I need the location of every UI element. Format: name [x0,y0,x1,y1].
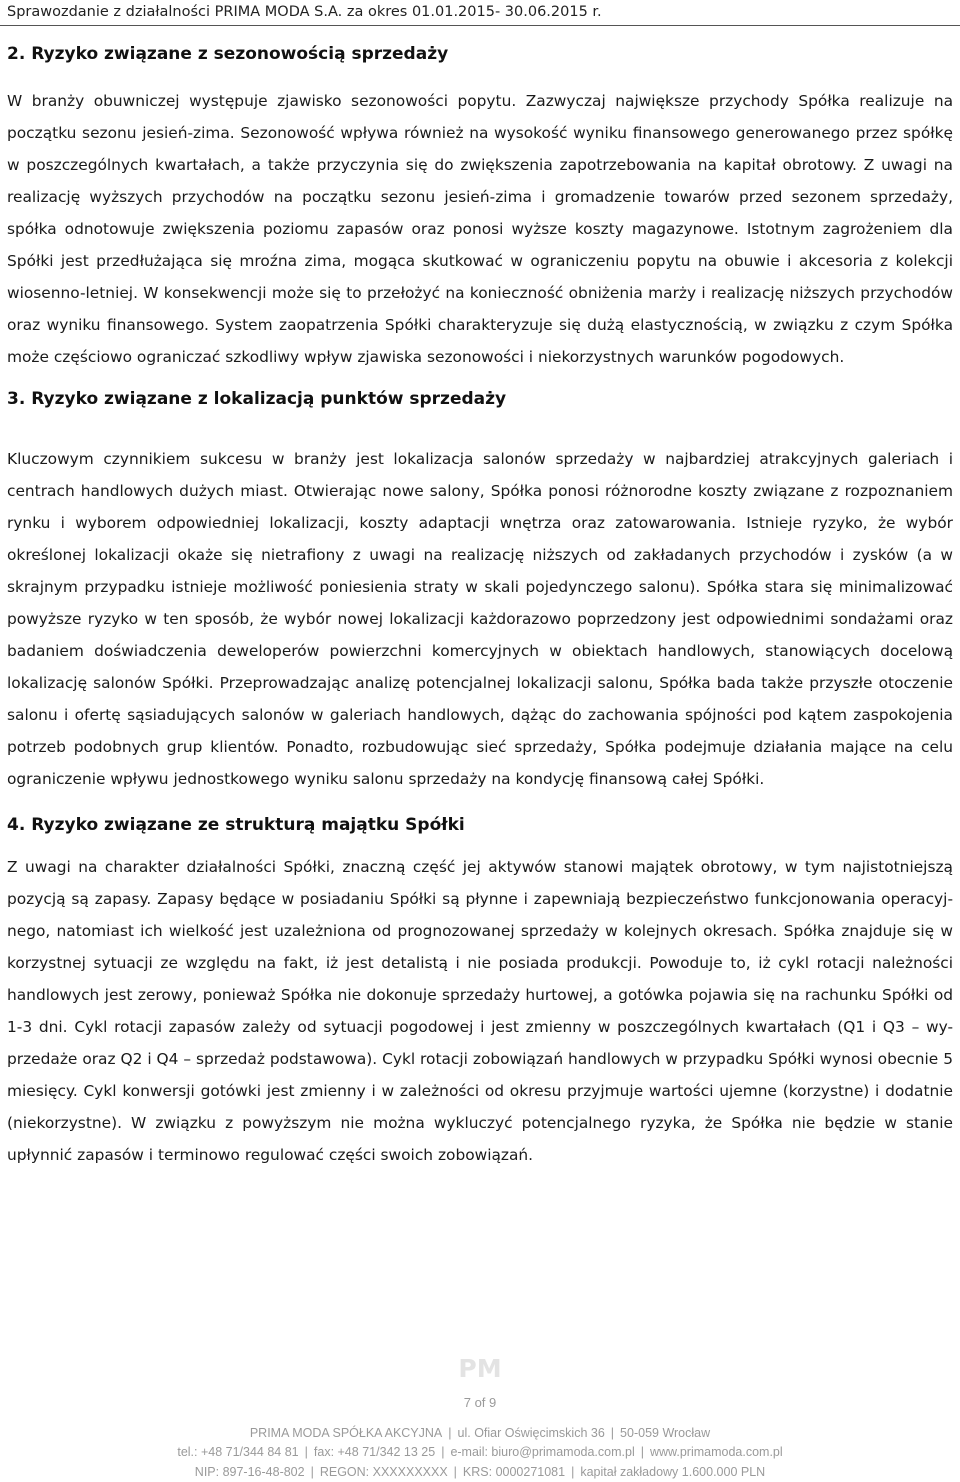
section-asset-structure-risk [7,811,953,1171]
company-nip: NIP: 897-16-48-802 [194,1465,305,1479]
running-header [0,0,960,26]
company-logo-icon [449,1355,511,1381]
company-capital: kapitał zakładowy 1.600.000 PLN [580,1465,766,1479]
section-seasonality-risk [7,40,953,373]
document-body [7,40,953,1171]
section-heading: 4. Ryzyko związane ze strukturą majątku Spółki [7,815,465,835]
footer-logo [0,1355,960,1386]
company-email: e-mail: biuro@primamoda.com.pl [450,1445,635,1459]
section-location-risk [7,385,953,795]
section-paragraph: Kluczowym czynnikiem sukcesu w branży jest lokalizacja salonów sprzedaży w najbardziej atrakcyjnych galeriach i centrach handlowych dużych miast. Otwierając nowe salony, Spółka ponosi różnorodne koszty związane z rozpoznaniem rynku i wyborem odpowiedniej lokalizacji, koszty adaptacji wnętrza oraz zatowarowania. Istnieje ryzyko, że wybór określonej lokalizacji okaże się nietrafiony z uwagi na realizację niższych od zakładanych przychodów i zysków (a w skrajnym przypadku istnieje możliwość poniesienia straty w skali pojedynczego salonu). Spółka stara się minimalizować powyższe ryzyko w ten sposób, że wybór nowej lokalizacji każdorazowo poprzedzony jest odpowiednimi sondażami oraz badaniem doświadczenia deweloperów powierzchni komercyjnych w obiektach handlowych, stanowiących docelową lokalizację salonów Spółki. Przeprowadzając analizę potencjalnej lokalizacji salonu, Spółka bada także przyszłe otoczenie salonu i ofertę sąsiadujących salonów w galeriach handlowych, dążąc do zachowania spójności pod kątem zaspokojenia potrzeb podobnych grup klientów. Ponadto, rozbudowując sieć sprzedaży, Spółka podejmuje działania mające na celu ograniczenie wpływu jednostkowego wyniku salonu sprzedaży na kondycję finansową całej Spółki. [7,450,953,788]
company-postal-city: 50-059 Wrocław [620,1426,711,1440]
footer-company-line: PRIMA MODA SPÓŁKA AKCYJNA | ul. Ofiar Oświęcimskich 36 | 50-059 Wrocław [249,1426,711,1440]
section-heading: 2. Ryzyko związane z sezonowością sprzedaży [7,44,449,64]
company-regon: REGON: XXXXXXXXX [319,1465,448,1479]
svg-text:PM: PM [458,1355,502,1381]
company-tel: tel.: +48 71/344 84 81 [177,1445,299,1459]
company-website: www.primamoda.com.pl [649,1445,783,1459]
footer-registry-line: NIP: 897-16-48-802 | REGON: XXXXXXXXX | KRS: 0000271081 | kapitał zakładowy 1.600.000 PLN [194,1465,766,1479]
header-title: Sprawozdanie z działalności PRIMA MODA S.A. za okres 01.01.2015- 30.06.2015 r. [7,4,602,20]
footer-contact-line: tel.: +48 71/344 84 81 | fax: +48 71/342 13 25 | e-mail: biuro@primamoda.com.pl | www.primamoda.com.pl [177,1445,783,1459]
section-paragraph: Z uwagi na charakter działalności Spółki, znaczną część jej aktywów stanowi majątek obrotowy, w tym najistotniejszą pozycją są zapasy. Zapasy będące w posiadaniu Spółki są płynne i zapewniają bezpieczeństwo funkcjonowania operacyj-nego, natomiast ich wielkość jest uzależniona od prognozowanej sprzedaży w kolejnych okresach. Spółka znajduje się w korzystnej sytuacji ze względu na fakt, iż jest detalistą i nie posiada produkcji. Powoduje to, iż cykl rotacji należności handlowych jest zerowy, ponieważ Spółka nie dokonuje sprzedaży hurtowej, a gotówka pojawia się na rachunku Spółki od 1-3 dni. Cykl rotacji zapasów zależy od sytuacji pogodowej i jest zmienny w poszczególnych kwartałach (Q1 i Q3 – wy-przedaże oraz Q2 i Q4 – sprzedaż podstawowa). Cykl rotacji zobowiązań handlowych w przypadku Spółki wynosi obecnie 5 miesięcy. Cykl konwersji gotówki jest zmienny i w zależności od okresu przyjmuje wartości ujemne (korzystne) i dodatnie (niekorzystne). W związku z powyższym nie można wykluczyć potencjalnego ryzyka, że Spółka nie będzie w stanie upłynnić zapasów i terminowo regulować części swoich zobowiązań. [7,858,953,1164]
section-paragraph: W branży obuwniczej występuje zjawisko sezonowości popytu. Zazwyczaj największe przychody Spółka realizuje na początku sezonu jesień-zima. Sezonowość wpływa również na wysokość wyniku finansowego generowanego przez spółkę w poszczególnych kwartałach, a także przyczynia się do zwiększenia zapotrzebowania na kapitał obrotowy. Z uwagi na realizację wyższych przychodów na początku sezonu jesień-zima i gromadzenie towarów przed sezonem sprzedaży, spółka odnotowuje zwiększenia poziomu zapasów oraz ponosi wyższe koszty magazynowe. Istotnym zagrożeniem dla Spółki jest przedłużająca się mroźna zima, mogąca skutkować w ograniczeniu popytu na obuwie i akcesoria z kolekcji wiosenno-letniej. W konsekwencji może się to przełożyć na konieczność obniżenia marży i realizację niższych przychodów oraz wyniku finansowego. System zaopatrzenia Spółki charakteryzuje się dużą elastycznością, w związku z czym Spółka może częściowo ograniczać szkodliwy wpływ zjawiska sezonowości i niekorzystnych warunków pogodowych. [7,92,953,366]
company-krs: KRS: 0000271081 [462,1465,566,1479]
page-number: 7 of 9 [463,1395,497,1410]
company-fax: fax: +48 71/342 13 25 [313,1445,436,1459]
company-address: ul. Ofiar Oświęcimskich 36 [457,1426,605,1440]
section-heading: 3. Ryzyko związane z lokalizacją punktów sprzedaży [7,389,507,409]
company-name: PRIMA MODA SPÓŁKA AKCYJNA [249,1426,443,1440]
